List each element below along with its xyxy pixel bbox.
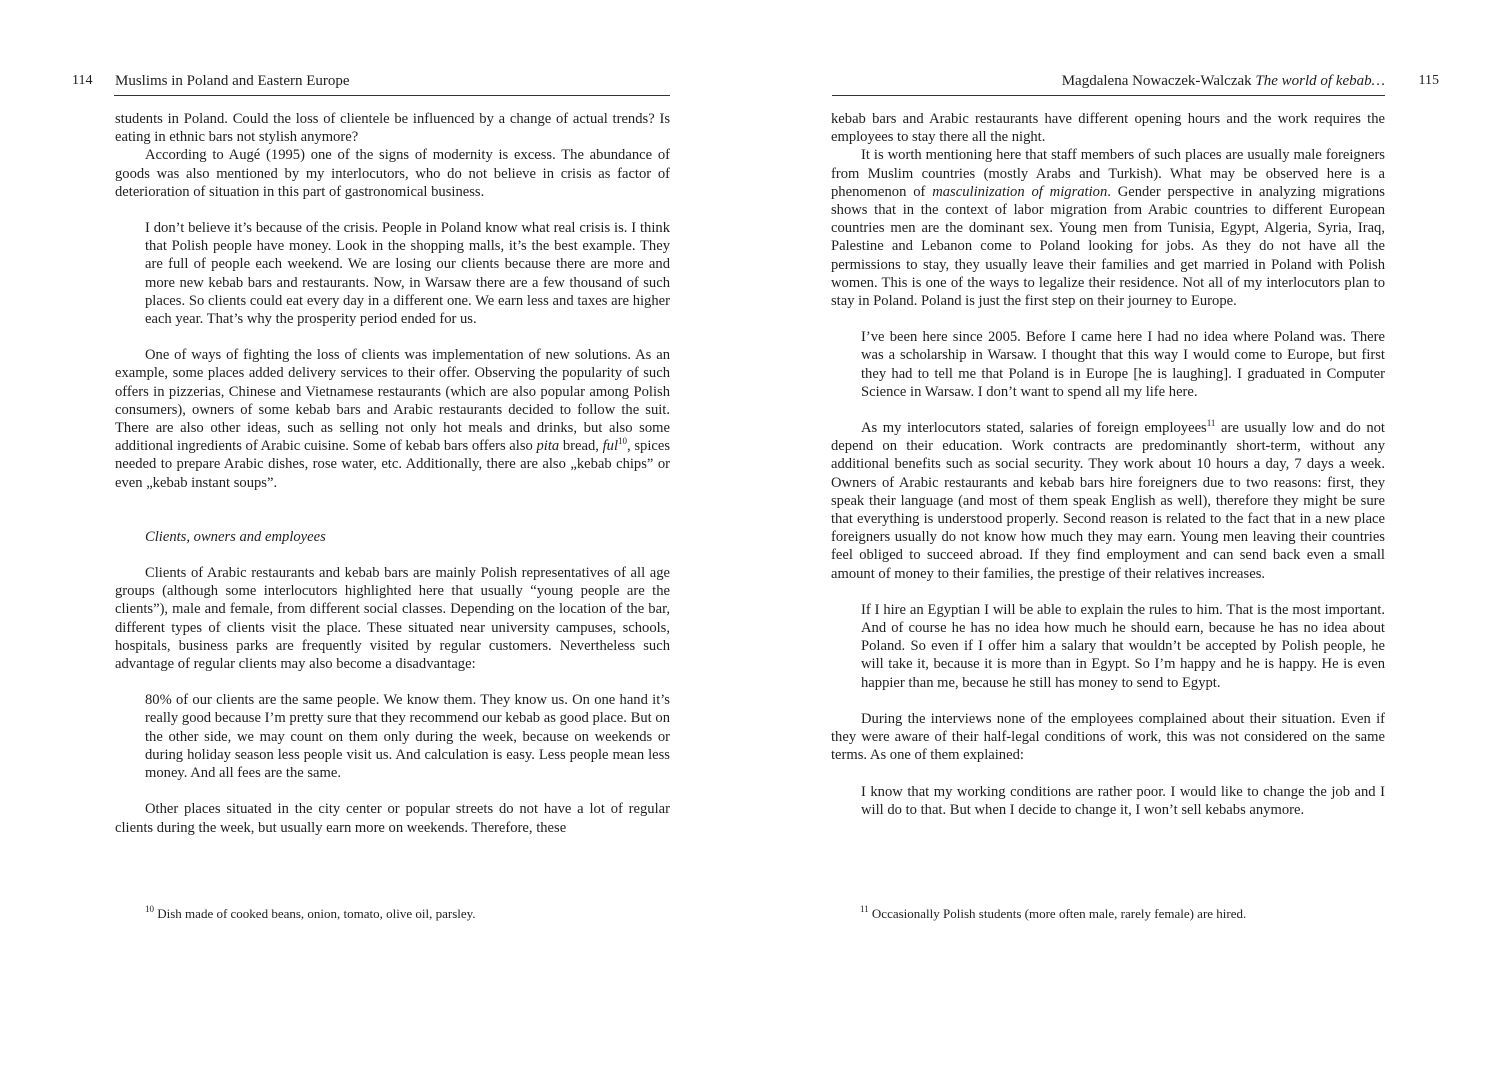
section-heading: Clients, owners and employees: [145, 528, 326, 545]
emphasis-term: masculinization of migration: [932, 183, 1108, 200]
running-head-author: Magdalena Nowaczek-Walczak: [1061, 73, 1252, 89]
right-running-head: [1062, 70, 1385, 92]
left-running-header: [70, 70, 670, 96]
footnote-number: 11: [860, 904, 869, 914]
paragraph: It is worth mentioning here that staff members of such places are usually male foreigners from Muslim countries (mostly Arabs and Turkish). What may be observed here is a phenomenon of masculinization of migration. Gender perspective in analyzing migrations shows that in the context of labor migration from Arabic countries to different European countries men are the dominant sex. Young men from Tunisia, Egypt, Algeria, Syria, Iraq, Palestine and Lebanon come to Poland looking for jobs. As they do not have all the permissions to stay, they usually leave their families and get married in Poland with Polish women. This is one of the ways to legalize their residence. Not all of my interlocutors plan to stay in Poland. Poland is just the first step on their journey to Europe.: [831, 147, 1385, 310]
left-header-rule: [114, 95, 670, 96]
block-quote: I’ve been here since 2005. Before I came here I had no idea where Poland was. There was a scholarship in Warsaw. I thought that this way I would come to Europe, but first they had to tell me that Poland is in Europe [he is laughing]. I graduated in Computer Science in Warsaw. I don’t want to spend all my life here.: [861, 329, 1385, 400]
right-page: [750, 0, 1500, 1066]
footnote-reference[interactable]: 11: [1206, 418, 1216, 429]
paragraph: According to Augé (1995) one of the signs of modernity is excess. The abundance of goods was also mentioned by my interlocutors, who do not believe in crisis as factor of deterioration of situation in this part of gastronomical business.: [115, 147, 670, 200]
left-footnote: [145, 906, 476, 922]
paragraph: One of ways of fighting the loss of clients was implementation of new solutions. As an example, some places added delivery services to their offer. Observing the popularity of such offers in pizzerias, Chinese and Vietnamese restaurants (which are also popular among Polish consumers), owners of some kebab bars and Arabic restaurants decided to follow the suit. There are also other ideas, such as selling not only hot meals and drinks, but also some additional ingredients of Arabic cuisine. Some of kebab bars offers also pita bread, ful$^{10}$, spices needed to prepare Arabic dishes, rose water, etc. Additionally, there are also „kebab chips” or even „kebab instant soups”.: [115, 347, 671, 491]
paragraph: During the interviews none of the employees complained about their situation. Even if they were aware of their half-legal conditions of work, this was not considered on the same terms. As one of them explained:: [831, 710, 1385, 764]
emphasis-ful: ful: [602, 438, 619, 455]
block-quote: If I hire an Egyptian I will be able to explain the rules to him. That is the most important. And of course he has no idea how much he should earn, because he has no idea about Poland. So even if I offer him a salary that wouldn’t be accepted by Polish people, he will take it, because it is more than in Egypt. So I’m happy and he is happy. He is even happier than me, because he still has money to send to Egypt.: [861, 601, 1385, 691]
left-page-number: 114: [72, 73, 93, 88]
paragraph: kebab bars and Arabic restaurants have different opening hours and the work requires the employees to stay there all the night.: [831, 111, 1385, 146]
left-running-head-title: Muslims in Poland and Eastern Europe: [115, 73, 350, 89]
paragraph: As my interlocutors stated, salaries of foreign employees$^{11}$ are usually low and do not depend on their education. Work contracts are predominantly short-term, without any additional benefits such as social security. They work about 10 hours a day, 7 days a week. Owners of Arabic restaurants and kebab bars hire foreigners due to two reasons: first, they speak their language (and most of them speak English as well), therefore they might be sure that everything is understood properly. Second reason is related to the fact that in a new place foreigners usually do not know how much they may earn. Young men leaving their countries feel obliged to succeed abroad. If they find employment and can send back even a small amount of money to their families, the prestige of their relatives increases.: [831, 418, 1385, 582]
footnote-text: Occasionally Polish students (more often male, rarely female) are hired.: [868, 906, 1247, 921]
right-header-rule: [832, 95, 1385, 96]
block-quote: I don’t believe it’s because of the crisis. People in Poland know what real crisis is. I think that Polish people have money. Look in the shopping malls, it’s the best example. They are full of people each weekend. We are losing our clients because there are more and more new kebab bars and restaurants. Now, in Warsaw there are a few thousand of such places. So clients could eat every day in a different one. We earn less and taxes are higher each year. That’s why the prosperity period ended for us.: [145, 220, 670, 328]
running-head-article-title: The world of kebab…: [1255, 73, 1385, 89]
block-quote: I know that my working conditions are rather poor. I would like to change the job and I will do to that. But when I decide to change it, I won’t sell kebabs anymore.: [861, 783, 1385, 818]
footnote-reference[interactable]: 10: [618, 436, 628, 447]
left-body-text: [115, 110, 670, 837]
paragraph: Clients of Arabic restaurants and kebab bars are mainly Polish representatives of all age groups (although some interlocutors highlighted here that usually “young people are the clients”), male and female, from different social classes. Depending on the location of the bar, different types of clients visit the place. These situated near university campuses, schools, hospitals, business parks are frequently visited by regular customers. Nevertheless such advantage of regular clients may also become a disadvantage:: [115, 565, 670, 673]
right-running-header: [830, 70, 1439, 96]
right-body-text: [831, 110, 1385, 837]
paragraph: Other places situated in the city center or popular streets do not have a lot of regular clients during the week, but usually earn more on weekends. Therefore, these: [115, 801, 670, 836]
block-quote: 80% of our clients are the same people. We know them. They know us. On one hand it’s really good because I’m pretty sure that they recommend our kebab as good place. But on the other side, we may count on them only during the week, because on weekends or during holiday season less people visit us. And calculation is easy. Less people mean less money. And all fees are the same.: [145, 692, 670, 782]
footnote-number: 10: [145, 904, 154, 914]
paragraph: students in Poland. Could the loss of clientele be influenced by a change of actual trends? Is eating in ethnic bars not stylish anymore?: [115, 111, 670, 146]
right-page-number: 115: [1418, 73, 1439, 88]
right-footnote: [860, 906, 1246, 922]
emphasis-pita: pita: [536, 438, 560, 455]
footnote-text: Dish made of cooked beans, onion, tomato, olive oil, parsley.: [154, 906, 476, 921]
